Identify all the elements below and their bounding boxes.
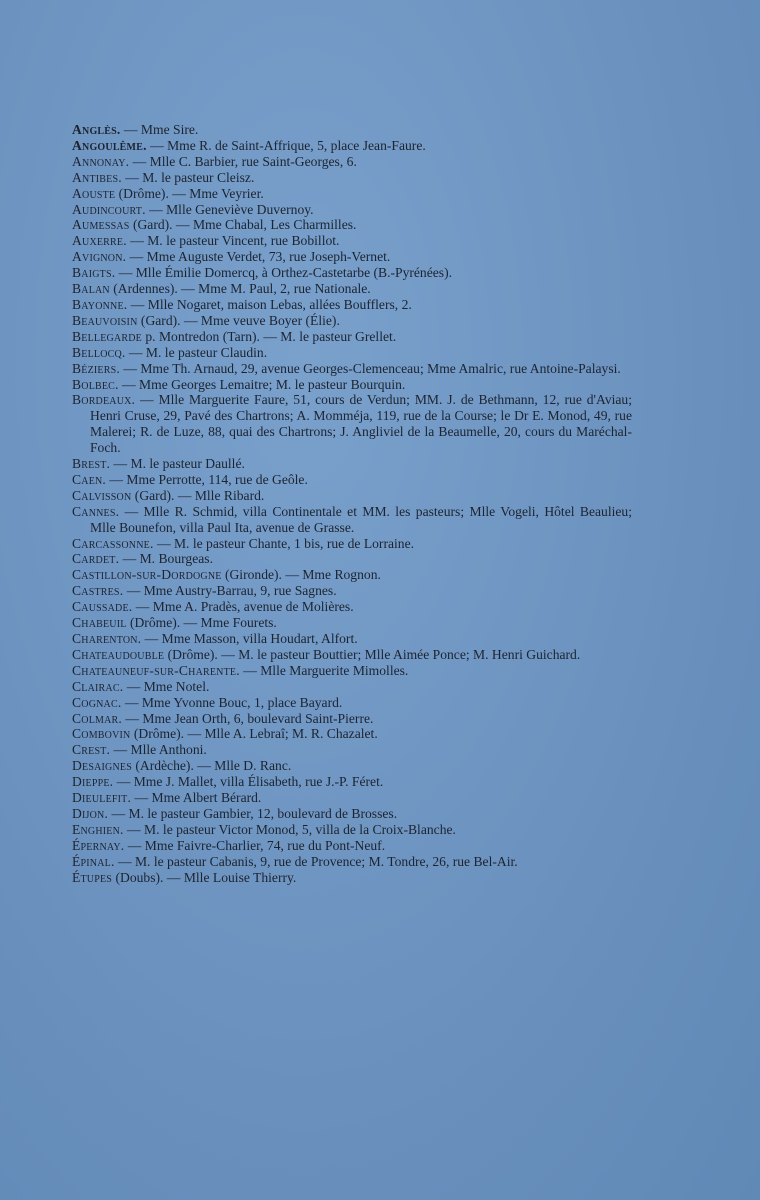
entry-details: — Mme Perrotte, 114, rue de Geôle.: [106, 471, 308, 487]
directory-entry: [72, 504, 632, 536]
directory-entry: [72, 249, 632, 265]
place-name: Dijon.: [72, 805, 109, 821]
place-name: Desaignes: [72, 758, 132, 774]
place-name: Calvisson: [72, 487, 132, 503]
directory-entry: [72, 377, 632, 393]
entry-details: — Mme Faivre-Charlier, 74, rue du Pont-Neuf.: [124, 837, 386, 853]
entry-details: — Mlle R. Schmid, villa Continentale et MM. les pasteurs; Mlle Vogeli, Hôtel Beaulieu; Mlle Bounefon, villa Paul Ita, avenue de Grasse.: [90, 503, 632, 535]
directory-entry: [72, 870, 632, 886]
entry-details: — Mme A. Pradès, avenue de Molières.: [132, 599, 354, 615]
place-name: Caussade.: [72, 599, 133, 615]
place-name: Audincourt.: [72, 201, 146, 217]
entry-details: — Mme Notel.: [123, 678, 210, 694]
directory-entry: [72, 186, 632, 202]
entry-details: — Mme J. Mallet, villa Élisabeth, rue J.-P. Féret.: [113, 774, 384, 790]
place-name: Aouste: [72, 185, 116, 201]
directory-list: [72, 122, 632, 886]
place-name: Caen.: [72, 471, 107, 487]
entry-details: — M. le pasteur Victor Monod, 5, villa de la Croix-Blanche.: [123, 821, 456, 837]
directory-entry: [72, 711, 632, 727]
place-name: Bellocq.: [72, 344, 126, 360]
entry-details: — Mme Masson, villa Houdart, Alfort.: [141, 631, 358, 646]
directory-entry: [72, 742, 632, 758]
entry-details: — Mlle Nogaret, maison Lebas, allées Boufflers, 2.: [127, 296, 412, 312]
place-name: Colmar.: [72, 710, 122, 726]
directory-entry: [72, 695, 632, 711]
directory-entry: [72, 854, 632, 870]
place-name: Enghien.: [72, 821, 124, 837]
directory-entry: [72, 551, 632, 567]
entry-details: (Drôme). — M. le pasteur Bouttier; Mlle Aimée Ponce; M. Henri Guichard.: [164, 646, 581, 662]
place-name: Charenton.: [72, 631, 142, 646]
directory-entry: [72, 217, 632, 233]
entry-details: — Mme Georges Lemaitre; M. le pasteur Bourquin.: [118, 376, 406, 392]
directory-entry: [72, 154, 632, 170]
directory-entry: [72, 790, 632, 806]
entry-details: (Drôme). — Mme Fourets.: [126, 615, 277, 631]
entry-details: — M. le pasteur Cabanis, 9, rue de Provence; M. Tondre, 26, rue Bel-Air.: [114, 853, 518, 869]
directory-entry: [72, 281, 632, 297]
entry-details: — Mlle C. Barbier, rue Saint-Georges, 6.: [129, 153, 357, 169]
entry-details: — Mme Yvonne Bouc, 1, place Bayard.: [121, 694, 343, 710]
place-name: Bordeaux.: [72, 392, 136, 408]
place-name: Chabeuil: [72, 615, 127, 631]
directory-entry: [72, 170, 632, 186]
place-name: Combovin: [72, 726, 131, 742]
place-name: Épinal.: [72, 853, 115, 869]
entry-details: — Mme Auguste Verdet, 73, rue Joseph-Vernet.: [126, 249, 391, 265]
directory-entry: [72, 233, 632, 249]
directory-entry: [72, 583, 632, 599]
entry-details: (Gard). — Mlle Ribard.: [131, 487, 265, 503]
directory-entry: [72, 329, 632, 345]
place-name: Cannes.: [72, 503, 120, 519]
place-name: Dieulefit.: [72, 790, 132, 806]
place-name: Étupes: [72, 869, 113, 885]
entry-details: — Mme Sire.: [120, 122, 199, 137]
place-name: Bolbec.: [72, 376, 119, 392]
directory-entry: [72, 774, 632, 790]
directory-entry: [72, 806, 632, 822]
place-name: Annonay.: [72, 153, 130, 169]
directory-entry: [72, 202, 632, 218]
directory-entry: [72, 361, 632, 377]
entry-details: — M. le pasteur Claudin.: [125, 344, 268, 360]
entry-details: (Ardèche). — Mlle D. Ranc.: [131, 758, 292, 774]
entry-details: (Drôme). — Mme Veyrier.: [115, 185, 264, 201]
directory-entry: [72, 726, 632, 742]
entry-details: — M. le pasteur Chante, 1 bis, rue de Lorraine.: [153, 535, 415, 551]
entry-details: — M. le pasteur Daullé.: [110, 456, 245, 472]
entry-details: — Mlle Anthoni.: [110, 742, 207, 758]
directory-entry: [72, 392, 632, 456]
place-name: Antibes.: [72, 169, 122, 185]
directory-entry: [72, 822, 632, 838]
directory-entry: [72, 138, 632, 154]
place-name: Brest.: [72, 456, 111, 472]
entry-details: p. Montredon (Tarn). — M. le pasteur Grellet.: [141, 328, 397, 344]
directory-entry: [72, 567, 632, 583]
directory-entry: [72, 536, 632, 552]
entry-details: — Mme Albert Bérard.: [131, 790, 262, 806]
place-name: Castillon-sur-Dordogne: [72, 567, 222, 583]
place-name: Crest.: [72, 742, 111, 758]
directory-entry: [72, 663, 632, 679]
entry-details: — M. le pasteur Vincent, rue Bobillot.: [126, 233, 340, 249]
directory-entry: [72, 345, 632, 361]
place-name: Beauvoisin: [72, 312, 138, 328]
place-name: Béziers.: [72, 360, 120, 376]
entry-details: (Ardennes). — Mme M. Paul, 2, rue Nationale.: [109, 281, 371, 297]
directory-entry: [72, 488, 632, 504]
directory-entry: [72, 647, 632, 663]
place-name: Clairac.: [72, 678, 124, 694]
entry-details: — Mme R. de Saint-Affrique, 5, place Jean-Faure.: [146, 137, 426, 153]
entry-details: (Drôme). — Mlle A. Lebraî; M. R. Chazalet.: [130, 726, 378, 742]
place-name: Épernay.: [72, 837, 125, 853]
entry-details: — Mlle Émilie Domercq, à Orthez-Castetarbe (B.-Pyrénées).: [115, 265, 453, 281]
entry-details: — Mme Austry-Barrau, 9, rue Sagnes.: [123, 583, 337, 599]
place-name: Chateauneuf-sur-Charente.: [72, 662, 240, 678]
directory-entry: [72, 472, 632, 488]
directory-entry: [72, 679, 632, 695]
place-name: Chateaudouble: [72, 646, 165, 662]
entry-details: (Gard). — Mme veuve Boyer (Élie).: [137, 312, 340, 328]
directory-entry: [72, 615, 632, 631]
directory-entry: [72, 265, 632, 281]
directory-entry: [72, 758, 632, 774]
entry-details: — M. le pasteur Cleisz.: [121, 169, 255, 185]
entry-details: — Mme Jean Orth, 6, boulevard Saint-Pierre.: [121, 710, 374, 726]
place-name: Balan: [72, 281, 110, 297]
place-name: Avignon.: [72, 249, 127, 265]
entry-details: — Mlle Marguerite Faure, 51, cours de Verdun; MM. J. de Bethmann, 12, rue d'Aviau; Henri Cruse, 29, Pavé des Chartrons; A. Momméja, 119, rue de la Course; le Dr E. Monod, 49, rue Malerei; R. de Luze, 88, quai des Chartrons; J. Angliviel de la Beaumelle, 20, cours du Maréchal-Foch.: [90, 392, 632, 456]
directory-entry: [72, 631, 632, 647]
entry-details: (Gironde). — Mme Rognon.: [221, 567, 381, 583]
place-name: Cardet.: [72, 551, 120, 567]
directory-entry: [72, 838, 632, 854]
place-name: Anglès.: [72, 122, 121, 137]
directory-entry: [72, 599, 632, 615]
place-name: Castres.: [72, 583, 124, 599]
place-name: Auxerre.: [72, 233, 127, 249]
directory-entry: [72, 122, 632, 138]
entry-details: — M. le pasteur Gambier, 12, boulevard de Brosses.: [108, 805, 398, 821]
place-name: Bellegarde: [72, 328, 142, 344]
entry-details: — Mlle Marguerite Mimolles.: [239, 662, 409, 678]
directory-entry: [72, 313, 632, 329]
directory-entry: [72, 297, 632, 313]
place-name: Carcassonne.: [72, 535, 154, 551]
place-name: Cognac.: [72, 694, 122, 710]
entry-details: — Mlle Geneviève Duvernoy.: [145, 201, 314, 217]
entry-details: (Gard). — Mme Chabal, Les Charmilles.: [129, 217, 357, 233]
place-name: Aumessas: [72, 217, 130, 233]
place-name: Bayonne.: [72, 296, 128, 312]
place-name: Baigts.: [72, 265, 116, 281]
entry-details: — M. Bourgeas.: [119, 551, 213, 567]
place-name: Angoulême.: [72, 137, 147, 153]
directory-entry: [72, 456, 632, 472]
entry-details: — Mme Th. Arnaud, 29, avenue Georges-Clemenceau; Mme Amalric, rue Antoine-Palaysi.: [119, 360, 621, 376]
entry-details: (Doubs). — Mlle Louise Thierry.: [112, 869, 297, 885]
place-name: Dieppe.: [72, 774, 114, 790]
